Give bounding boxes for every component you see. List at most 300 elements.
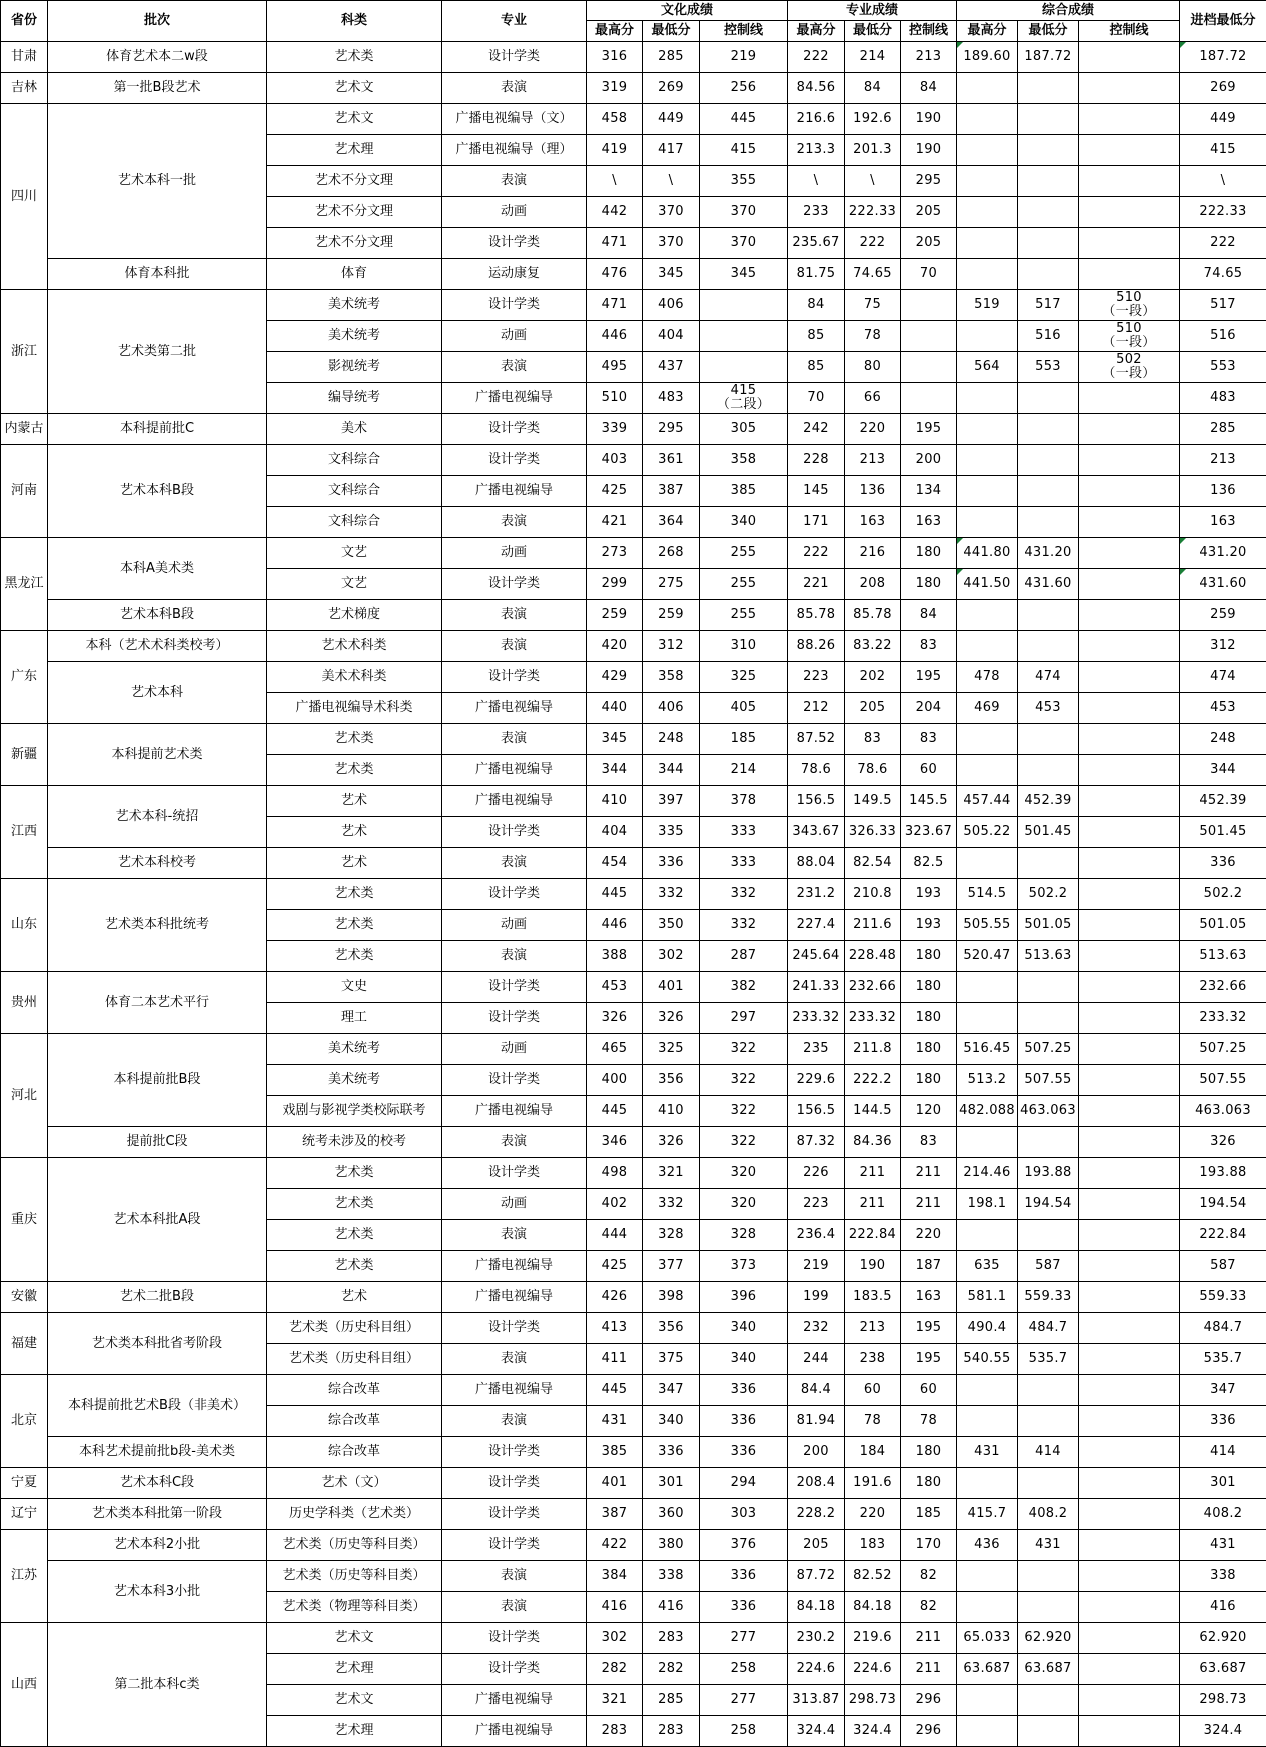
score-cell xyxy=(1079,724,1180,755)
score-cell: 219 xyxy=(700,42,788,73)
score-cell: 85 xyxy=(788,352,845,383)
score-cell: 255 xyxy=(700,538,788,569)
score-cell: 204 xyxy=(901,693,957,724)
major-cell: 运动康复 xyxy=(442,259,587,290)
category-cell: 艺术 xyxy=(267,817,442,848)
score-cell xyxy=(1079,197,1180,228)
score-cell xyxy=(1018,755,1079,786)
score-cell xyxy=(1079,1282,1180,1313)
score-cell xyxy=(957,414,1018,445)
score-cell: 378 xyxy=(700,786,788,817)
batch-cell: 艺术本科 xyxy=(48,662,267,724)
score-cell xyxy=(1079,1220,1180,1251)
score-cell: 78.6 xyxy=(845,755,901,786)
score-cell: 505.55 xyxy=(957,910,1018,941)
table-row xyxy=(1,1158,1266,1189)
score-cell: 420 xyxy=(587,631,643,662)
score-cell: 282 xyxy=(587,1654,643,1685)
score-cell: 355 xyxy=(700,166,788,197)
culture-min-header: 最低分 xyxy=(643,21,700,42)
score-cell: 345 xyxy=(587,724,643,755)
score-cell: 338 xyxy=(643,1561,700,1592)
score-cell: 163 xyxy=(1180,507,1266,538)
score-cell: 259 xyxy=(643,600,700,631)
score-cell: 501.45 xyxy=(1018,817,1079,848)
score-cell: 258 xyxy=(700,1716,788,1747)
score-cell: 387 xyxy=(587,1499,643,1530)
score-cell: 82.52 xyxy=(845,1561,901,1592)
score-cell: 213 xyxy=(845,445,901,476)
major-cell: 设计学类 xyxy=(442,1437,587,1468)
table-row xyxy=(1,414,1266,445)
major-cell: 设计学类 xyxy=(442,1468,587,1499)
score-cell: 205 xyxy=(845,693,901,724)
score-cell: 205 xyxy=(901,197,957,228)
score-cell xyxy=(1018,414,1079,445)
score-cell: 553 xyxy=(1018,352,1079,383)
score-cell: 358 xyxy=(700,445,788,476)
score-cell: 469 xyxy=(957,693,1018,724)
score-cell: 84 xyxy=(901,600,957,631)
major-cell: 广播电视编导 xyxy=(442,693,587,724)
score-cell xyxy=(957,197,1018,228)
score-cell xyxy=(1079,693,1180,724)
batch-cell: 艺术本科C段 xyxy=(48,1468,267,1499)
score-cell: 335 xyxy=(643,817,700,848)
score-cell xyxy=(957,600,1018,631)
province-cell: 福建 xyxy=(1,1313,48,1375)
category-cell: 艺术类 xyxy=(267,1189,442,1220)
score-cell: 183 xyxy=(845,1530,901,1561)
category-cell: 文史 xyxy=(267,972,442,1003)
score-cell: 219 xyxy=(788,1251,845,1282)
score-cell: 268 xyxy=(643,538,700,569)
province-cell: 黑龙江 xyxy=(1,538,48,631)
table-row xyxy=(1,1468,1266,1499)
score-cell: 163 xyxy=(845,507,901,538)
score-cell: 180 xyxy=(901,569,957,600)
category-cell: 历史学科类（艺术类） xyxy=(267,1499,442,1530)
batch-cell: 艺术类第二批 xyxy=(48,290,267,414)
score-cell xyxy=(957,1561,1018,1592)
score-cell: 211 xyxy=(901,1189,957,1220)
category-cell: 艺术不分文理 xyxy=(267,166,442,197)
score-cell: 431 xyxy=(1180,1530,1266,1561)
batch-cell: 本科提前艺术类 xyxy=(48,724,267,786)
score-cell: 559.33 xyxy=(1180,1282,1266,1313)
score-cell xyxy=(1079,476,1180,507)
score-cell: 457.44 xyxy=(957,786,1018,817)
score-cell: 83.22 xyxy=(845,631,901,662)
score-cell: 232 xyxy=(788,1313,845,1344)
batch-cell: 本科艺术提前批b段-美术类 xyxy=(48,1437,267,1468)
score-cell: 87.72 xyxy=(788,1561,845,1592)
score-cell: 205 xyxy=(788,1530,845,1561)
score-cell: 222.33 xyxy=(1180,197,1266,228)
score-cell xyxy=(1018,600,1079,631)
score-cell: 322 xyxy=(700,1127,788,1158)
province-cell: 辽宁 xyxy=(1,1499,48,1530)
score-cell: \ xyxy=(1180,166,1266,197)
score-cell xyxy=(957,166,1018,197)
score-cell: 431.60 xyxy=(1180,569,1266,600)
score-cell xyxy=(1018,1406,1079,1437)
major-cell: 广播电视编导 xyxy=(442,1685,587,1716)
score-cell: 233.32 xyxy=(845,1003,901,1034)
score-cell: 211 xyxy=(845,1158,901,1189)
major-cell: 表演 xyxy=(442,507,587,538)
score-cell: 85.78 xyxy=(788,600,845,631)
score-cell xyxy=(1079,1468,1180,1499)
category-cell: 艺术不分文理 xyxy=(267,228,442,259)
score-cell: 134 xyxy=(901,476,957,507)
major-cell: 动画 xyxy=(442,197,587,228)
category-cell: 艺术文 xyxy=(267,104,442,135)
table-row xyxy=(1,848,1266,879)
score-cell xyxy=(1079,569,1180,600)
score-cell: 83 xyxy=(901,1127,957,1158)
score-cell: 401 xyxy=(587,1468,643,1499)
table-row xyxy=(1,1530,1266,1561)
category-cell: 文艺 xyxy=(267,538,442,569)
score-cell xyxy=(1079,228,1180,259)
category-cell: 编导统考 xyxy=(267,383,442,414)
score-cell: 347 xyxy=(643,1375,700,1406)
score-cell: 445 xyxy=(587,1096,643,1127)
batch-header: 批次 xyxy=(48,1,267,42)
category-cell: 艺术类 xyxy=(267,1158,442,1189)
score-cell: 431.60 xyxy=(1018,569,1079,600)
score-cell xyxy=(1018,1220,1079,1251)
score-cell: 336 xyxy=(1180,848,1266,879)
score-cell: 587 xyxy=(1018,1251,1079,1282)
score-cell: 222.84 xyxy=(845,1220,901,1251)
score-cell: 210.8 xyxy=(845,879,901,910)
score-cell: 85 xyxy=(788,321,845,352)
score-cell: 417 xyxy=(643,135,700,166)
major-cell: 设计学类 xyxy=(442,445,587,476)
category-cell: 艺术类 xyxy=(267,755,442,786)
score-cell: 230.2 xyxy=(788,1623,845,1654)
score-cell: 180 xyxy=(901,941,957,972)
category-cell: 艺术理 xyxy=(267,1654,442,1685)
score-cell: 408.2 xyxy=(1180,1499,1266,1530)
score-cell: 273 xyxy=(587,538,643,569)
score-cell: 180 xyxy=(901,538,957,569)
score-cell: 415 xyxy=(700,135,788,166)
major-cell: 广播电视编导 xyxy=(442,476,587,507)
major-cell: 动画 xyxy=(442,910,587,941)
score-cell: 80 xyxy=(845,352,901,383)
score-cell: 223 xyxy=(788,662,845,693)
score-cell: 345 xyxy=(643,259,700,290)
score-cell: 156.5 xyxy=(788,786,845,817)
score-cell: 444 xyxy=(587,1220,643,1251)
score-cell: 312 xyxy=(1180,631,1266,662)
score-cell xyxy=(901,321,957,352)
score-cell: 233 xyxy=(788,197,845,228)
score-cell: 375 xyxy=(643,1344,700,1375)
score-cell: 404 xyxy=(587,817,643,848)
score-cell: 171 xyxy=(788,507,845,538)
score-cell: 380 xyxy=(643,1530,700,1561)
score-cell: 332 xyxy=(700,879,788,910)
table-body xyxy=(1,42,1266,1747)
category-cell: 戏剧与影视学类校际联考 xyxy=(267,1096,442,1127)
major-cell: 设计学类 xyxy=(442,569,587,600)
score-cell xyxy=(1018,166,1079,197)
score-cell xyxy=(700,321,788,352)
score-cell: 185 xyxy=(901,1499,957,1530)
score-cell: 411 xyxy=(587,1344,643,1375)
province-cell: 内蒙古 xyxy=(1,414,48,445)
score-cell xyxy=(1079,1251,1180,1282)
score-cell: 81.94 xyxy=(788,1406,845,1437)
score-cell: 136 xyxy=(845,476,901,507)
professional-score-header: 专业成绩 xyxy=(788,1,957,21)
score-cell: 222.33 xyxy=(845,197,901,228)
score-cell: 410 xyxy=(643,1096,700,1127)
major-cell: 广播电视编导 xyxy=(442,1375,587,1406)
batch-cell: 艺术类本科批统考 xyxy=(48,879,267,972)
score-cell: 507.55 xyxy=(1180,1065,1266,1096)
score-cell: 195 xyxy=(901,1313,957,1344)
score-cell: 323.67 xyxy=(901,817,957,848)
score-cell: 235 xyxy=(788,1034,845,1065)
score-cell xyxy=(957,1003,1018,1034)
score-cell: 345 xyxy=(700,259,788,290)
score-cell: 163 xyxy=(901,1282,957,1313)
score-cell: 370 xyxy=(643,197,700,228)
score-cell: 232.66 xyxy=(845,972,901,1003)
score-cell: 316 xyxy=(587,42,643,73)
category-cell: 艺术 xyxy=(267,848,442,879)
score-cell: 84.4 xyxy=(788,1375,845,1406)
table-row xyxy=(1,104,1266,135)
score-cell xyxy=(1079,1034,1180,1065)
score-cell: 211 xyxy=(901,1158,957,1189)
score-cell: 83 xyxy=(901,724,957,755)
score-cell xyxy=(1079,1189,1180,1220)
score-cell: 324.4 xyxy=(845,1716,901,1747)
score-cell xyxy=(700,290,788,321)
major-cell: 设计学类 xyxy=(442,42,587,73)
score-cell: 336 xyxy=(700,1592,788,1623)
table-row xyxy=(1,1375,1266,1406)
major-cell: 设计学类 xyxy=(442,1003,587,1034)
batch-cell: 本科（艺术术科类校考） xyxy=(48,631,267,662)
score-cell: 419 xyxy=(587,135,643,166)
score-cell xyxy=(957,631,1018,662)
major-cell: 表演 xyxy=(442,1592,587,1623)
score-cell: \ xyxy=(643,166,700,197)
score-cell: 144.5 xyxy=(845,1096,901,1127)
score-cell: 510 （一段） xyxy=(1079,290,1180,321)
province-cell: 浙江 xyxy=(1,290,48,414)
major-cell: 设计学类 xyxy=(442,414,587,445)
score-cell: 232.66 xyxy=(1180,972,1266,1003)
score-cell: 336 xyxy=(643,848,700,879)
score-cell: 222.2 xyxy=(845,1065,901,1096)
category-cell: 艺术类 xyxy=(267,879,442,910)
score-cell: 495 xyxy=(587,352,643,383)
category-cell: 艺术梯度 xyxy=(267,600,442,631)
score-cell: 223 xyxy=(788,1189,845,1220)
score-cell: 408.2 xyxy=(1018,1499,1079,1530)
score-cell: 231.2 xyxy=(788,879,845,910)
province-cell: 吉林 xyxy=(1,73,48,104)
score-cell: \ xyxy=(587,166,643,197)
score-cell: 405 xyxy=(700,693,788,724)
batch-cell: 体育艺术本二w段 xyxy=(48,42,267,73)
batch-cell: 艺术类本科批第一阶段 xyxy=(48,1499,267,1530)
batch-cell: 艺术本科批A段 xyxy=(48,1158,267,1282)
score-cell: 222 xyxy=(845,228,901,259)
score-cell: 446 xyxy=(587,321,643,352)
score-cell xyxy=(957,848,1018,879)
score-cell xyxy=(957,476,1018,507)
score-cell xyxy=(1079,259,1180,290)
score-cell: 233.32 xyxy=(788,1003,845,1034)
score-cell: 187.72 xyxy=(1018,42,1079,73)
major-cell: 广播电视编导 xyxy=(442,1716,587,1747)
score-cell xyxy=(957,1220,1018,1251)
score-cell xyxy=(1079,1375,1180,1406)
score-cell: 180 xyxy=(901,1065,957,1096)
score-cell: 255 xyxy=(700,569,788,600)
score-cell xyxy=(1079,1530,1180,1561)
score-cell: 255 xyxy=(700,600,788,631)
batch-cell: 艺术本科B段 xyxy=(48,445,267,538)
score-cell: 65.033 xyxy=(957,1623,1018,1654)
score-cell: 227.4 xyxy=(788,910,845,941)
score-cell: 78.6 xyxy=(788,755,845,786)
score-cell xyxy=(1079,42,1180,73)
table-row xyxy=(1,1313,1266,1344)
score-cell: 344 xyxy=(643,755,700,786)
table-row xyxy=(1,445,1266,476)
table-row xyxy=(1,259,1266,290)
score-cell: 483 xyxy=(643,383,700,414)
batch-cell: 第一批B段艺术 xyxy=(48,73,267,104)
score-cell: 377 xyxy=(643,1251,700,1282)
score-cell: 463.063 xyxy=(1018,1096,1079,1127)
category-cell: 艺术类（物理等科目类） xyxy=(267,1592,442,1623)
score-cell: 244 xyxy=(788,1344,845,1375)
score-cell xyxy=(1079,383,1180,414)
score-cell: 212 xyxy=(788,693,845,724)
table-row xyxy=(1,972,1266,1003)
score-cell: 211.8 xyxy=(845,1034,901,1065)
score-cell: 156.5 xyxy=(788,1096,845,1127)
score-cell xyxy=(700,352,788,383)
province-cell: 四川 xyxy=(1,104,48,290)
score-cell: 211 xyxy=(901,1654,957,1685)
category-cell: 美术术科类 xyxy=(267,662,442,693)
major-cell: 表演 xyxy=(442,600,587,631)
score-cell xyxy=(1079,941,1180,972)
score-cell: 356 xyxy=(643,1313,700,1344)
major-cell: 表演 xyxy=(442,631,587,662)
province-cell: 江西 xyxy=(1,786,48,879)
score-cell: 553 xyxy=(1180,352,1266,383)
score-cell: 422 xyxy=(587,1530,643,1561)
category-cell: 广播电视编导术科类 xyxy=(267,693,442,724)
score-cell: 277 xyxy=(700,1623,788,1654)
score-cell: 136 xyxy=(1180,476,1266,507)
score-cell: 325 xyxy=(643,1034,700,1065)
score-cell: 220 xyxy=(845,414,901,445)
major-cell: 广播电视编导 xyxy=(442,1282,587,1313)
score-cell: 187.72 xyxy=(1180,42,1266,73)
score-cell: 238 xyxy=(845,1344,901,1375)
score-cell xyxy=(1079,104,1180,135)
score-cell xyxy=(1018,724,1079,755)
score-cell xyxy=(1018,631,1079,662)
score-cell: 449 xyxy=(643,104,700,135)
score-cell: 200 xyxy=(901,445,957,476)
score-cell: 360 xyxy=(643,1499,700,1530)
score-cell: 214.46 xyxy=(957,1158,1018,1189)
score-cell: 256 xyxy=(700,73,788,104)
score-cell: 452.39 xyxy=(1180,786,1266,817)
score-cell: 193 xyxy=(901,910,957,941)
score-cell: 429 xyxy=(587,662,643,693)
score-cell: 84 xyxy=(788,290,845,321)
category-cell: 艺术 xyxy=(267,786,442,817)
major-cell: 表演 xyxy=(442,1561,587,1592)
score-cell: 635 xyxy=(957,1251,1018,1282)
category-cell: 综合改革 xyxy=(267,1437,442,1468)
score-cell: 205 xyxy=(901,228,957,259)
score-cell xyxy=(957,228,1018,259)
score-cell: 446 xyxy=(587,910,643,941)
score-cell: 259 xyxy=(587,600,643,631)
score-cell: 259 xyxy=(1180,600,1266,631)
score-cell: 78 xyxy=(901,1406,957,1437)
major-cell: 动画 xyxy=(442,1189,587,1220)
category-cell: 艺术类（历史等科目类） xyxy=(267,1530,442,1561)
score-cell: 507.55 xyxy=(1018,1065,1079,1096)
province-cell: 广东 xyxy=(1,631,48,724)
score-cell: 81.75 xyxy=(788,259,845,290)
score-cell: 336 xyxy=(700,1437,788,1468)
score-cell xyxy=(1018,228,1079,259)
table-row xyxy=(1,786,1266,817)
score-cell xyxy=(1018,848,1079,879)
score-cell: 189.60 xyxy=(957,42,1018,73)
category-cell: 艺术文 xyxy=(267,1685,442,1716)
score-cell xyxy=(901,290,957,321)
major-cell: 设计学类 xyxy=(442,1654,587,1685)
score-cell xyxy=(957,445,1018,476)
score-cell: 297 xyxy=(700,1003,788,1034)
score-cell: 222.84 xyxy=(1180,1220,1266,1251)
score-cell: 361 xyxy=(643,445,700,476)
batch-cell: 艺术二批B段 xyxy=(48,1282,267,1313)
score-cell xyxy=(957,507,1018,538)
category-cell: 艺术类 xyxy=(267,42,442,73)
composite-min-header: 最低分 xyxy=(1018,21,1079,42)
score-cell: 213 xyxy=(901,42,957,73)
major-cell: 设计学类 xyxy=(442,1313,587,1344)
score-cell: 328 xyxy=(700,1220,788,1251)
score-cell: 535.7 xyxy=(1180,1344,1266,1375)
score-cell: 193.88 xyxy=(1018,1158,1079,1189)
major-cell: 设计学类 xyxy=(442,879,587,910)
score-cell: 213.3 xyxy=(788,135,845,166)
category-cell: 综合改革 xyxy=(267,1375,442,1406)
